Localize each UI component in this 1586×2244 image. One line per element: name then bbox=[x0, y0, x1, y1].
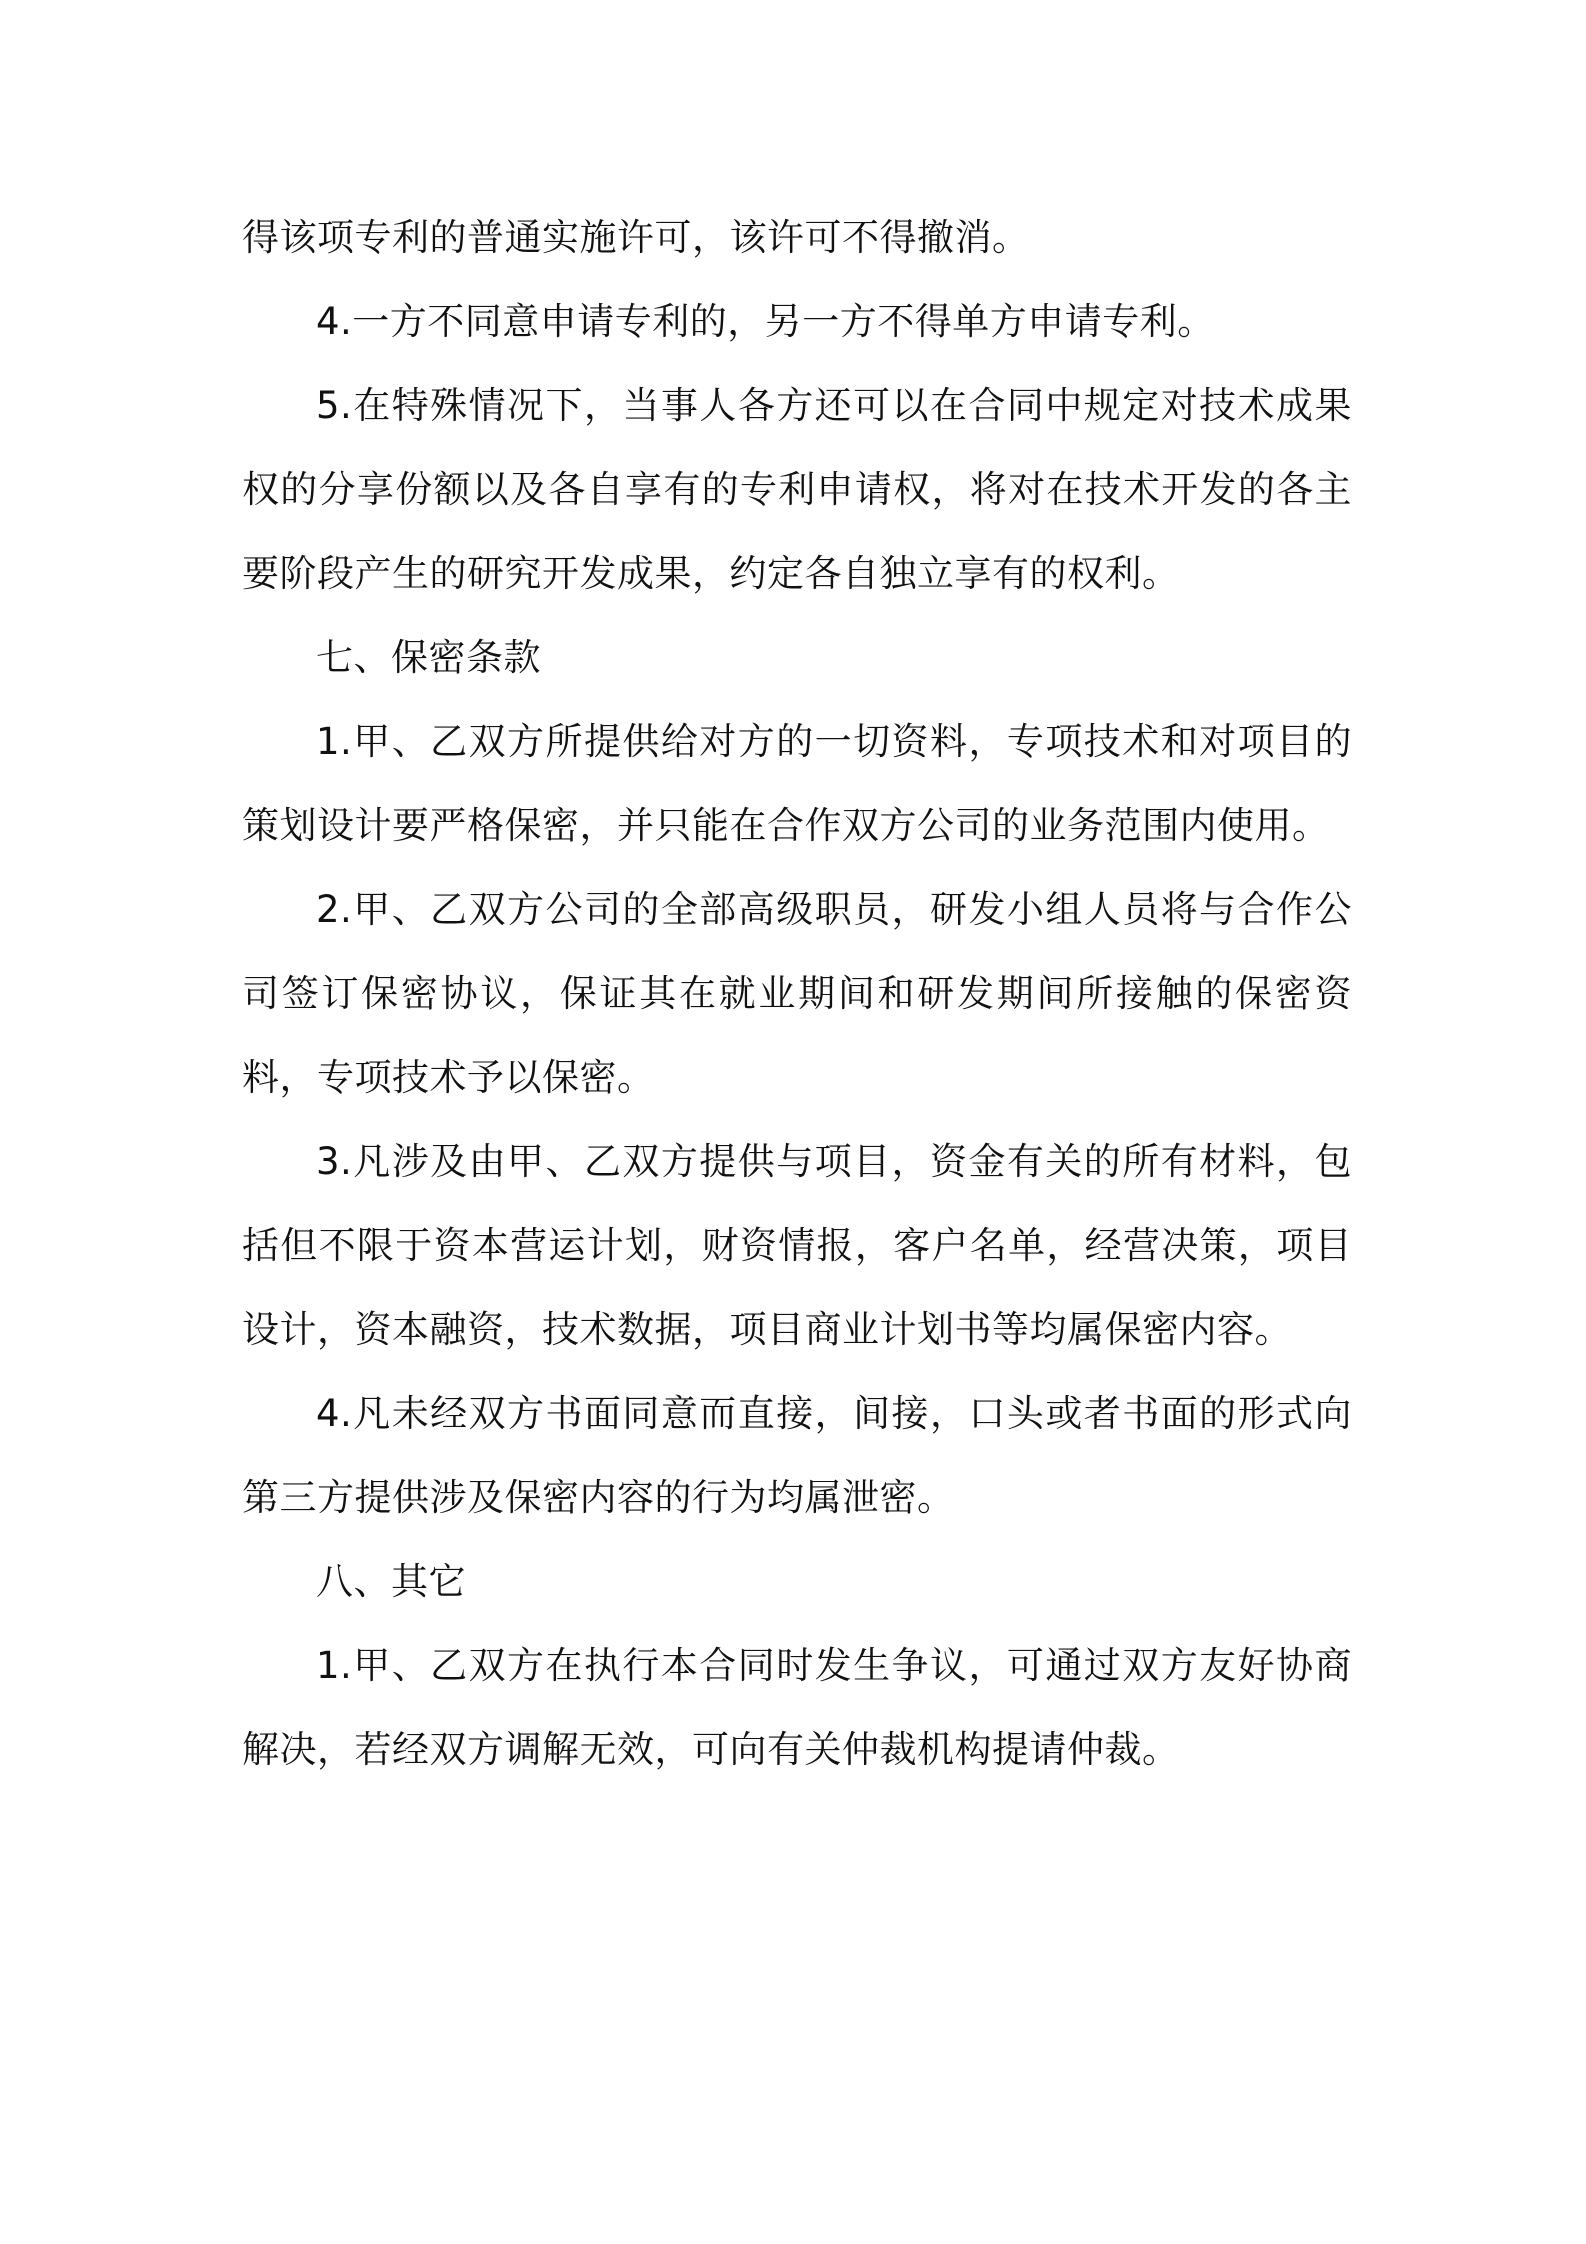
paragraph-patent-clause-5: 5.在特殊情况下，当事人各方还可以在合同中规定对技术成果权的分享份额以及各自享有的专利申请权，将对在技术开发的各主要阶段产生的研究开发成果，约定各自独立享有的权利。 bbox=[242, 384, 1352, 595]
section-heading-other: 八、其它 bbox=[316, 1560, 466, 1603]
paragraph-patent-clause-4: 4.一方不同意申请专利的，另一方不得单方申请专利。 bbox=[316, 300, 1215, 343]
paragraph-other-clause-1: 1.甲、乙双方在执行本合同时发生争议，可通过双方友好协商解决，若经双方调解无效，可向有关仲裁机构提请仲裁。 bbox=[242, 1644, 1352, 1771]
document-body bbox=[242, 196, 1352, 1792]
paragraph-confidentiality-clause-4: 4.凡未经双方书面同意而直接，间接，口头或者书面的形式向第三方提供涉及保密内容的行为均属泄密。 bbox=[242, 1392, 1352, 1519]
paragraph-confidentiality-clause-1: 1.甲、乙双方所提供给对方的一切资料，专项技术和对项目的策划设计要严格保密，并只能在合作双方公司的业务范围内使用。 bbox=[242, 720, 1352, 847]
paragraph-confidentiality-clause-3: 3.凡涉及由甲、乙双方提供与项目，资金有关的所有材料，包括但不限于资本营运计划，财资情报，客户名单，经营决策，项目设计，资本融资，技术数据，项目商业计划书等均属保密内容。 bbox=[242, 1140, 1352, 1351]
section-heading-confidentiality: 七、保密条款 bbox=[316, 636, 541, 679]
paragraph-confidentiality-clause-2: 2.甲、乙双方公司的全部高级职员，研发小组人员将与合作公司签订保密协议，保证其在就业期间和研发期间所接触的保密资料，专项技术予以保密。 bbox=[242, 888, 1352, 1099]
paragraph-patent-license-continuation: 得该项专利的普通实施许可，该许可不得撤消。 bbox=[242, 216, 1030, 259]
